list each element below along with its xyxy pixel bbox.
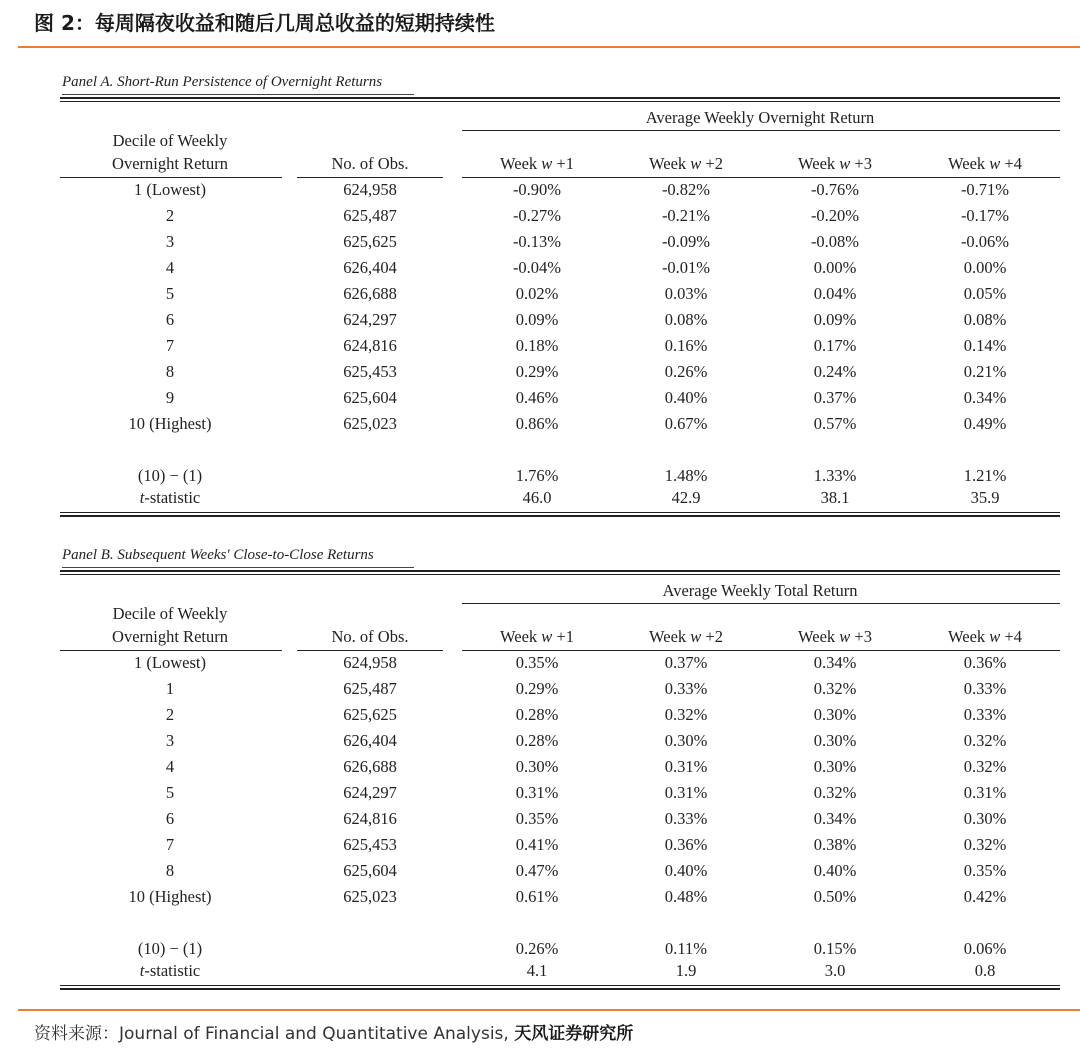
row-value: 0.42% — [963, 887, 1007, 906]
row-value: 0.08% — [963, 310, 1007, 329]
col-header-decile-line2: Overnight Return — [112, 154, 228, 173]
table-top-rule — [60, 570, 1060, 572]
panel-title-underline — [62, 567, 414, 568]
row-value: -0.76% — [810, 180, 860, 199]
tstat-label — [70, 958, 270, 984]
row-value: 0.08% — [664, 310, 708, 329]
row-obs: 624,816 — [343, 809, 397, 828]
row-obs: 625,604 — [343, 388, 397, 407]
row-obs: 624,297 — [343, 783, 397, 802]
row-decile: 3 — [165, 232, 175, 251]
row-value: -0.90% — [512, 180, 562, 199]
row-value: 0.40% — [813, 861, 857, 880]
diff-label: (10) − (1) — [137, 466, 203, 485]
row-decile: 10 (Highest) — [128, 887, 212, 906]
row-value: -0.08% — [810, 232, 860, 251]
row-value: 0.37% — [813, 388, 857, 407]
row-value: 0.34% — [963, 388, 1007, 407]
row-obs: 625,625 — [343, 705, 397, 724]
table-top-rule-inner — [60, 574, 1060, 575]
col-header-week: Week w +1 — [500, 627, 574, 646]
tstat-label — [70, 485, 270, 511]
row-value: 0.49% — [963, 414, 1007, 433]
row-value: 0.17% — [813, 336, 857, 355]
row-value: -0.04% — [512, 258, 562, 277]
source-prefix: 资料来源： — [34, 1024, 119, 1044]
row-obs: 626,688 — [343, 284, 397, 303]
row-value: 0.32% — [963, 835, 1007, 854]
table-bottom-rule — [60, 988, 1060, 990]
week-variable: w — [541, 154, 553, 173]
row-value: 0.40% — [664, 861, 708, 880]
row-obs: 625,487 — [343, 679, 397, 698]
row-value: 0.00% — [813, 258, 857, 277]
week-variable: w — [989, 154, 1001, 173]
row-value: 0.34% — [813, 653, 857, 672]
tstat-value: 35.9 — [970, 488, 1000, 507]
row-value: 0.26% — [664, 362, 708, 381]
table-bottom-rule — [60, 515, 1060, 517]
diff-label: (10) − (1) — [137, 939, 203, 958]
row-obs: 626,404 — [343, 258, 397, 277]
row-value: 0.28% — [515, 705, 559, 724]
row-value: 0.32% — [813, 679, 857, 698]
row-value: 0.31% — [664, 757, 708, 776]
tstat-label-rest: -statistic — [144, 488, 201, 507]
row-obs: 626,688 — [343, 757, 397, 776]
table-bottom-rule-inner — [60, 512, 1060, 513]
row-obs: 625,453 — [343, 835, 397, 854]
row-value: 0.09% — [813, 310, 857, 329]
row-value: 0.50% — [813, 887, 857, 906]
row-decile: 8 — [165, 861, 175, 880]
diff-value: 1.21% — [963, 466, 1007, 485]
group-header-rule — [462, 603, 1060, 604]
panel-title: Panel A. Short-Run Persistence of Overnight Returns — [62, 74, 383, 90]
source-divider — [18, 1009, 1080, 1011]
row-decile: 4 — [165, 757, 175, 776]
diff-value: 0.15% — [813, 939, 857, 958]
row-value: 0.29% — [515, 362, 559, 381]
row-value: 0.67% — [664, 414, 708, 433]
col-header-week: Week w +4 — [948, 154, 1022, 173]
col-header-week: Week w +3 — [798, 154, 872, 173]
row-decile: 1 — [165, 679, 175, 698]
row-value: 0.31% — [664, 783, 708, 802]
diff-value: 0.11% — [664, 939, 707, 958]
week-variable: w — [839, 154, 851, 173]
week-variable: w — [839, 627, 851, 646]
row-value: 0.35% — [515, 809, 559, 828]
row-value: 0.86% — [515, 414, 559, 433]
week-variable: w — [690, 627, 702, 646]
row-value: 0.00% — [963, 258, 1007, 277]
row-decile: 5 — [165, 783, 175, 802]
tstat-value: 42.9 — [671, 488, 701, 507]
row-decile: 8 — [165, 362, 175, 381]
panel-title-underline — [62, 94, 414, 95]
tstat-value: 46.0 — [522, 488, 552, 507]
col-header-decile-line1: Decile of Weekly — [112, 604, 228, 623]
diff-value: 0.26% — [515, 939, 559, 958]
row-value: 0.57% — [813, 414, 857, 433]
week-variable: w — [541, 627, 553, 646]
row-value: 0.33% — [664, 679, 708, 698]
tstat-label-t: t — [139, 488, 145, 507]
row-value: 0.28% — [515, 731, 559, 750]
row-decile: 6 — [165, 809, 175, 828]
row-value: 0.35% — [963, 861, 1007, 880]
row-decile: 5 — [165, 284, 175, 303]
tstat-label-rest: -statistic — [144, 961, 201, 980]
row-value: 0.30% — [664, 731, 708, 750]
row-obs: 625,625 — [343, 232, 397, 251]
group-header: Average Weekly Overnight Return — [645, 108, 875, 127]
col-header-week: Week w +1 — [500, 154, 574, 173]
title-divider — [18, 46, 1080, 48]
tstat-value: 4.1 — [526, 961, 548, 980]
table-top-rule — [60, 97, 1060, 99]
row-value: 0.33% — [963, 679, 1007, 698]
tstat-label-t: t — [139, 961, 145, 980]
row-value: 0.24% — [813, 362, 857, 381]
table-bottom-rule-inner — [60, 985, 1060, 986]
row-value: 0.31% — [515, 783, 559, 802]
table-top-rule-inner — [60, 101, 1060, 102]
row-obs: 624,297 — [343, 310, 397, 329]
source-org: 天风证券研究所 — [514, 1024, 634, 1044]
row-value: 0.09% — [515, 310, 559, 329]
panel-title: Panel B. Subsequent Weeks' Close-to-Close Returns — [62, 547, 374, 563]
tstat-value: 0.8 — [974, 961, 996, 980]
row-value: 0.36% — [963, 653, 1007, 672]
group-header-rule — [462, 130, 1060, 131]
row-value: 0.36% — [664, 835, 708, 854]
diff-value: 0.06% — [963, 939, 1007, 958]
row-value: 0.02% — [515, 284, 559, 303]
row-obs: 626,404 — [343, 731, 397, 750]
col-header-obs: No. of Obs. — [331, 627, 409, 646]
col-header-decile-line1: Decile of Weekly — [112, 131, 228, 150]
row-value: 0.32% — [813, 783, 857, 802]
row-value: 0.30% — [963, 809, 1007, 828]
row-value: -0.13% — [512, 232, 562, 251]
row-decile: 1 (Lowest) — [134, 180, 206, 199]
row-decile: 1 (Lowest) — [134, 653, 206, 672]
source-note — [34, 1020, 633, 1048]
row-value: 0.47% — [515, 861, 559, 880]
diff-value: 1.48% — [664, 466, 708, 485]
row-value: 0.32% — [664, 705, 708, 724]
row-value: 0.48% — [664, 887, 708, 906]
week-variable: w — [690, 154, 702, 173]
row-value: -0.09% — [661, 232, 711, 251]
row-decile: 6 — [165, 310, 175, 329]
row-value: 0.34% — [813, 809, 857, 828]
row-decile: 7 — [165, 835, 175, 854]
row-obs: 625,604 — [343, 861, 397, 880]
week-variable: w — [989, 627, 1001, 646]
row-value: 0.33% — [664, 809, 708, 828]
row-decile: 2 — [165, 705, 175, 724]
col-header-decile-line2: Overnight Return — [112, 627, 228, 646]
row-obs: 624,958 — [343, 180, 397, 199]
row-value: -0.82% — [661, 180, 711, 199]
row-value: 0.38% — [813, 835, 857, 854]
row-decile: 2 — [165, 206, 175, 225]
row-decile: 7 — [165, 336, 175, 355]
row-value: -0.71% — [960, 180, 1010, 199]
row-value: 0.29% — [515, 679, 559, 698]
diff-value: 1.76% — [515, 466, 559, 485]
row-value: 0.61% — [515, 887, 559, 906]
row-decile: 9 — [165, 388, 175, 407]
row-value: 0.32% — [963, 731, 1007, 750]
row-value: 0.30% — [813, 757, 857, 776]
row-value: 0.30% — [813, 731, 857, 750]
row-value: 0.33% — [963, 705, 1007, 724]
col-header-week: Week w +2 — [649, 154, 723, 173]
row-value: 0.40% — [664, 388, 708, 407]
row-value: 0.04% — [813, 284, 857, 303]
row-value: 0.37% — [664, 653, 708, 672]
row-obs: 625,487 — [343, 206, 397, 225]
row-obs: 624,958 — [343, 653, 397, 672]
row-value: -0.27% — [512, 206, 562, 225]
row-decile: 3 — [165, 731, 175, 750]
col-header-week: Week w +2 — [649, 627, 723, 646]
row-obs: 625,023 — [343, 414, 397, 433]
col-header-obs: No. of Obs. — [331, 154, 409, 173]
diff-value: 1.33% — [813, 466, 857, 485]
figure-title: 图 2：每周隔夜收益和随后几周总收益的短期持续性 — [34, 11, 495, 35]
row-obs: 625,453 — [343, 362, 397, 381]
row-value: 0.41% — [515, 835, 559, 854]
row-value: -0.06% — [960, 232, 1010, 251]
row-value: -0.21% — [661, 206, 711, 225]
tstat-value: 1.9 — [675, 961, 697, 980]
col-header-week: Week w +3 — [798, 627, 872, 646]
row-decile: 4 — [165, 258, 175, 277]
row-value: 0.46% — [515, 388, 559, 407]
group-header: Average Weekly Total Return — [662, 581, 858, 600]
row-value: 0.18% — [515, 336, 559, 355]
row-value: 0.05% — [963, 284, 1007, 303]
row-value: -0.17% — [960, 206, 1010, 225]
col-header-week: Week w +4 — [948, 627, 1022, 646]
row-value: 0.16% — [664, 336, 708, 355]
row-value: -0.20% — [810, 206, 860, 225]
tstat-value: 38.1 — [820, 488, 850, 507]
row-value: 0.35% — [515, 653, 559, 672]
row-value: 0.30% — [515, 757, 559, 776]
row-value: 0.31% — [963, 783, 1007, 802]
row-value: 0.14% — [963, 336, 1007, 355]
row-obs: 624,816 — [343, 336, 397, 355]
row-value: 0.03% — [664, 284, 708, 303]
row-value: -0.01% — [661, 258, 711, 277]
row-value: 0.30% — [813, 705, 857, 724]
tstat-value: 3.0 — [824, 961, 846, 980]
row-decile: 10 (Highest) — [128, 414, 212, 433]
row-value: 0.21% — [963, 362, 1007, 381]
row-value: 0.32% — [963, 757, 1007, 776]
source-body: Journal of Financial and Quantitative Analysis, — [119, 1024, 509, 1044]
row-obs: 625,023 — [343, 887, 397, 906]
